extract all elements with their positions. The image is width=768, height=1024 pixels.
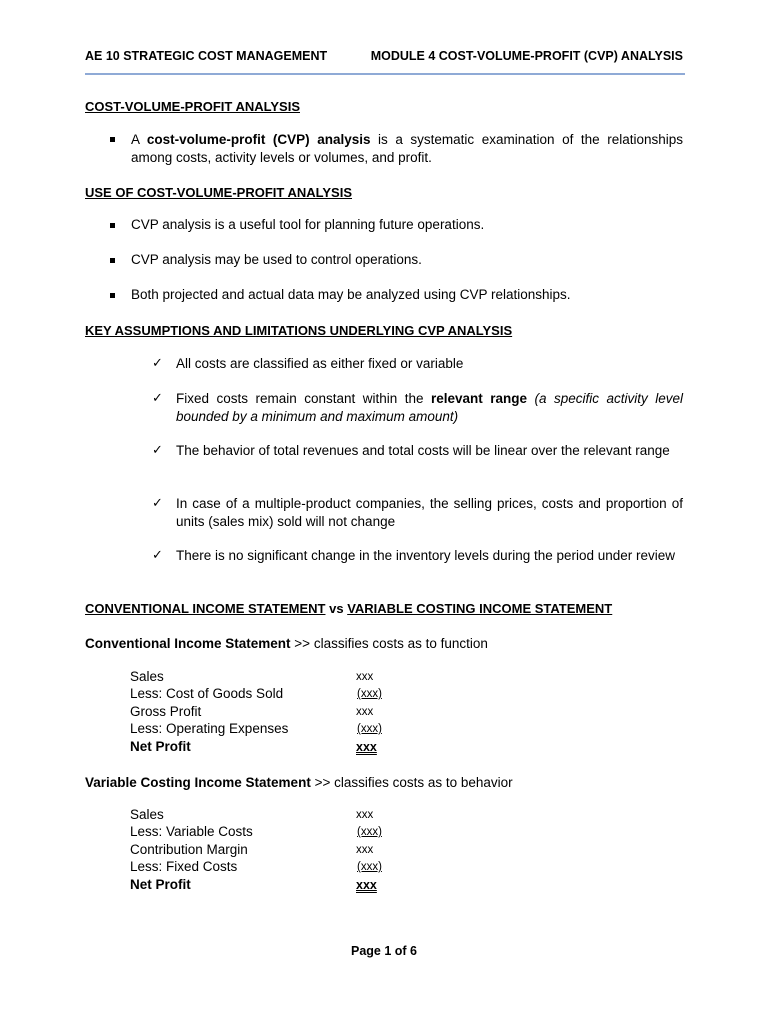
- page-total: 6: [410, 944, 417, 958]
- statement-row: [130, 686, 410, 703]
- page-of: of: [391, 944, 411, 958]
- row-value: xxx: [356, 671, 374, 683]
- cvp-def-post: is a systematic examination of the relationships among costs, activity levels or volumes, and profit.: [131, 132, 684, 165]
- assumption-3: The behavior of total revenues and total costs will be linear over the relevant range: [176, 443, 670, 458]
- row-label: Net Profit: [130, 877, 191, 892]
- use-bullet-1: CVP analysis is a useful tool for planning future operations.: [131, 217, 485, 232]
- row-value: (xxx): [357, 688, 382, 700]
- variable-title-line: [85, 775, 513, 790]
- use-bullet-3: Both projected and actual data may be analyzed using CVP relationships.: [131, 287, 571, 302]
- comparison-heading: [85, 601, 612, 616]
- variable-desc: >> classifies costs as to behavior: [310, 775, 513, 790]
- statement-row: [130, 807, 410, 824]
- page-current: 1: [384, 944, 392, 958]
- bullet-marker: [110, 258, 115, 263]
- comparison-right: VARIABLE COSTING INCOME STATEMENT: [347, 601, 613, 616]
- bullet-marker: [110, 223, 115, 228]
- row-value: (xxx): [357, 826, 382, 838]
- conventional-desc: >> classifies costs as to function: [290, 636, 488, 651]
- page-number: [0, 944, 768, 958]
- header-divider: [85, 73, 685, 75]
- row-label: Less: Fixed Costs: [130, 859, 238, 874]
- variable-title: Variable Costing Income Statement: [85, 775, 311, 790]
- row-value: xxx: [356, 740, 377, 754]
- checkmark-icon: ✓: [152, 547, 163, 562]
- row-label: Gross Profit: [130, 704, 202, 719]
- assumption-5: There is no significant change in the inventory levels during the period under review: [176, 548, 676, 563]
- cvp-heading: COST-VOLUME-PROFIT ANALYSIS: [85, 99, 300, 114]
- row-label: Less: Cost of Goods Sold: [130, 686, 284, 701]
- row-value: xxx: [356, 706, 374, 718]
- conventional-title-line: [85, 636, 488, 651]
- statement-row: [130, 704, 410, 721]
- checkmark-icon: ✓: [152, 442, 163, 457]
- assumption-2-term: relevant range: [431, 391, 528, 406]
- row-value: xxx: [356, 844, 374, 856]
- assumption-2: [176, 390, 683, 426]
- statement-row: [130, 721, 410, 738]
- statement-row: [130, 669, 410, 686]
- course-title: AE 10 STRATEGIC COST MANAGEMENT: [85, 49, 328, 63]
- row-label: Less: Operating Expenses: [130, 721, 289, 736]
- statement-row: [130, 877, 410, 894]
- statement-row: [130, 739, 410, 756]
- page-word: Page: [350, 944, 385, 958]
- statement-row: [130, 842, 410, 859]
- assumption-4: In case of a multiple-product companies, the selling prices, costs and proportion of units (sales mix) sold will not change: [176, 496, 683, 529]
- use-bullet-2: CVP analysis may be used to control operations.: [131, 252, 422, 267]
- row-value: (xxx): [357, 861, 382, 873]
- bullet-marker: [110, 137, 115, 142]
- row-label: Net Profit: [130, 739, 191, 754]
- cvp-definition: [131, 131, 683, 167]
- checkmark-icon: ✓: [152, 390, 163, 405]
- checkmark-icon: ✓: [152, 495, 163, 510]
- comparison-vs: vs: [325, 601, 348, 616]
- bullet-marker: [110, 293, 115, 298]
- statement-row: [130, 824, 410, 841]
- row-label: Sales: [130, 807, 164, 822]
- use-heading: USE OF COST-VOLUME-PROFIT ANALYSIS: [85, 185, 353, 200]
- statement-row: [130, 859, 410, 876]
- row-value: xxx: [356, 878, 377, 892]
- row-value: xxx: [356, 809, 374, 821]
- row-value: (xxx): [357, 723, 382, 735]
- cvp-def-pre: A: [131, 132, 147, 147]
- row-label: Sales: [130, 669, 164, 684]
- module-title: MODULE 4 COST-VOLUME-PROFIT (CVP) ANALYSIS: [370, 49, 683, 63]
- assumption-1: All costs are classified as either fixed or variable: [176, 356, 464, 371]
- assumption-2-note: (a specific activity level bounded by a minimum and maximum amount): [176, 391, 684, 424]
- conventional-title: Conventional Income Statement: [85, 636, 291, 651]
- checkmark-icon: ✓: [152, 355, 163, 370]
- comparison-left: CONVENTIONAL INCOME STATEMENT: [85, 601, 326, 616]
- cvp-def-term: cost-volume-profit (CVP) analysis: [146, 132, 371, 147]
- assumptions-heading: KEY ASSUMPTIONS AND LIMITATIONS UNDERLYING CVP ANALYSIS: [85, 323, 513, 338]
- page-header: [85, 49, 683, 69]
- row-label: Less: Variable Costs: [130, 824, 253, 839]
- row-label: Contribution Margin: [130, 842, 248, 857]
- assumption-2-pre: Fixed costs remain constant within the: [176, 391, 431, 406]
